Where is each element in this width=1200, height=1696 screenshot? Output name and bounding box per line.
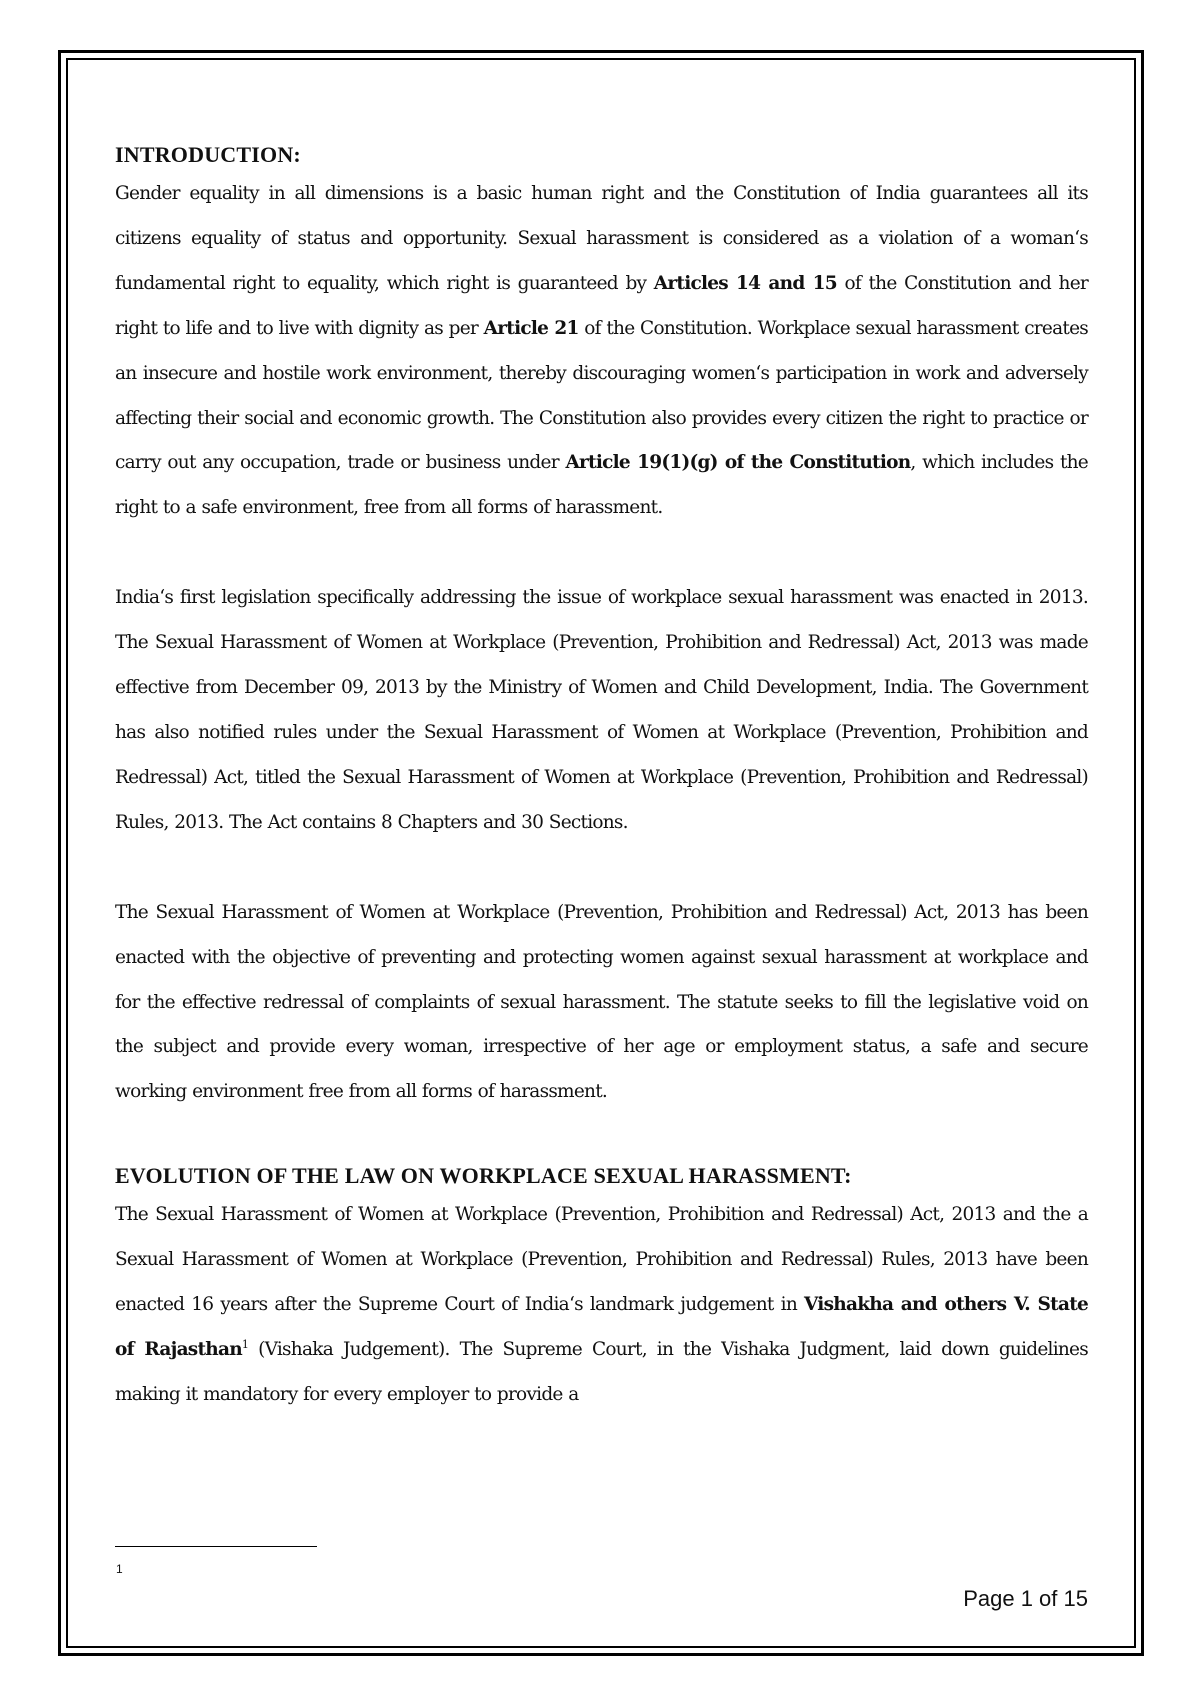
case-name: Vishakha and others V. State of Rajasthan	[115, 1294, 1089, 1360]
evolution-heading: EVOLUTION OF THE LAW ON WORKPLACE SEXUAL HARASSMENT:	[115, 1163, 852, 1189]
bold-run: Articles 14 and 15	[653, 272, 837, 294]
document-body	[115, 138, 1088, 1418]
introduction-paragraph-2: India‘s first legislation specifically addressing the issue of workplace sexual harassment was enacted in 2013. The Sexual Harassment of Women at Workplace (Prevention, Prohibition and Redressal) Act, 2013 was made effective from December 09, 2013 by the Ministry of Women and Child Development, India. The Government has also notified rules under the Sexual Harassment of Women at Workplace (Prevention, Prohibition and Redressal) Act, titled the Sexual Harassment of Women at Workplace (Prevention, Prohibition and Redressal) Rules, 2013. The Act contains 8 Chapters and 30 Sections.	[115, 587, 1088, 833]
bold-run: Article 21	[483, 317, 579, 339]
text-run: of the Constitution and her right to life and to live with dignity as per	[115, 272, 1088, 339]
introduction-heading: INTRODUCTION:	[115, 142, 301, 167]
paragraph-spacer	[115, 846, 1088, 891]
page-number: Page 1 of 15	[963, 1586, 1088, 1611]
paragraph-spacer	[115, 531, 1088, 576]
footnote-number: 1	[116, 1562, 123, 1576]
text-run: of the Constitution. Workplace sexual harassment creates an insecure and hostile work environment, thereby discouraging women‘s participation in work and adversely affecting their social and economic growth. The Constitution also provides every citizen the right to practice or carry out any occupation, trade or business under	[115, 317, 1089, 474]
introduction-paragraph-1	[115, 172, 1088, 531]
text-run: (Vishaka Judgement). The Supreme Court, in the Vishaka Judgment, laid down guidelines making it mandatory for every employer to provide a	[115, 1338, 1088, 1405]
introduction-paragraph-3: The Sexual Harassment of Women at Workplace (Prevention, Prohibition and Redressal) Act, 2013 has been enacted with the objective of preventing and protecting women against sexual harassment at workplace and for the effective redressal of complaints of sexual harassment. The statute seeks to fill the legislative void on the subject and provide every woman, irrespective of her age or employment status, a safe and secure working environment free from all forms of harassment.	[115, 901, 1088, 1103]
footnote-reference[interactable]: 1	[241, 1337, 249, 1351]
text-run: , which includes the right to a safe environment, free from all forms of harassment.	[115, 452, 1088, 519]
footnote-separator	[115, 1546, 317, 1547]
bold-run: Article 19(1)(g) of the Constitution	[565, 452, 911, 474]
section-spacer	[115, 1115, 1088, 1159]
text-run: The Sexual Harassment of Women at Workplace (Prevention, Prohibition and Redressal) Act, 2013 and the a Sexual Harassment of Women at Workplace (Prevention, Prohibition and Redressal) Rules, 2013 have been enacted 16 years after the Supreme Court of India‘s landmark judgement in	[115, 1204, 1088, 1316]
text-run: Gender equality in all dimensions is a basic human right and the Constitution of India guarantees all its citizens equality of status and opportunity. Sexual harassment is considered as a violation of a woman‘s fundamental right to equality, which right is guaranteed by	[115, 183, 1088, 294]
evolution-paragraph-1	[115, 1193, 1088, 1418]
